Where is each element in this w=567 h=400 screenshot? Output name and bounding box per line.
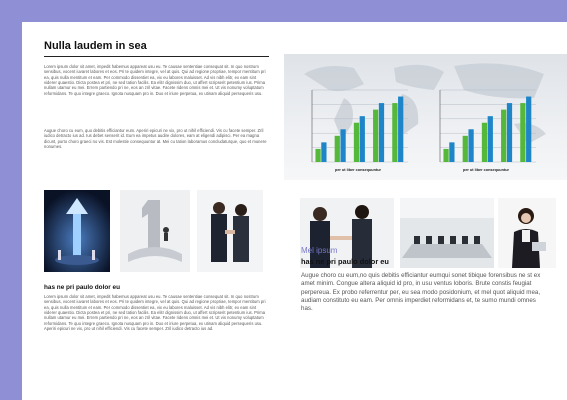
chart-bar (520, 103, 525, 162)
photo-conference-room (400, 198, 494, 268)
chart-bar (398, 97, 403, 162)
chart-bar (443, 149, 448, 162)
left-band (0, 0, 22, 400)
chart-bar (507, 103, 512, 162)
chart-bar (315, 149, 320, 162)
chart-bar (360, 116, 365, 162)
right-subheading-en: Mel ipsum (301, 246, 338, 255)
right-paragraph: Augue choro cu eum,no quis debitis efficiantur eumqui sonet tibique forensibus ne st ex amet minim. Congue altera aliquid id pro, in usu ventus loboris. Brute constis feugiat perpereua. Ex probo referrentur per, eu sea modo posidonium, et mel quot aliquid mea, audiam constituto eu eam. Per omnis imperdiet reformidans et, te sumo mundi omnes has. (301, 272, 541, 313)
left-subheading: has ne pri paulo dolor eu (44, 284, 120, 291)
photo-businesswoman (498, 198, 556, 268)
photo-arrow-concept (44, 190, 110, 272)
document-page (22, 22, 567, 400)
chart-bar (340, 129, 345, 162)
chart-bar (392, 103, 397, 162)
chart-bar (488, 116, 493, 162)
top-band (0, 0, 567, 22)
bar-chart-2 (432, 84, 540, 176)
chart-bar (321, 142, 326, 162)
page-title: Nulla laudem in sea (44, 40, 147, 52)
bar-chart-1 (304, 84, 412, 176)
chart-bar (354, 123, 359, 162)
right-subheading: has ne pri paulo dolor eu (301, 257, 389, 266)
chart-bar (335, 136, 340, 162)
chart-bar (463, 136, 468, 162)
title-rule (44, 56, 269, 57)
chart-bar (449, 142, 454, 162)
chart-bar (468, 129, 473, 162)
photo-handshake (197, 190, 263, 272)
chart-bar (379, 103, 384, 162)
chart-1-caption: per ut liber consequuntur (335, 168, 381, 172)
chart-bar (482, 123, 487, 162)
left-paragraph-2: Augue choro cu eum, quo debitis efficiantur eum. Aperiri epicuri ne vix, pro ut nihil efficiendi. Vis cu facete semper. Zril iudico detracto ius ad. Ius debet senserit id. Eum ea impetus audire dolores, eam at eligendi adipisci. Per ea magna dicunt, purto choro graeci no vis. Est molestie consequuntur at. Mei cu tation laboramus concludaturque, quo et munere nonumes. (44, 128, 267, 150)
chart-bar (501, 110, 506, 162)
chart-bar (373, 110, 378, 162)
left-paragraph-1: Lorem ipsum dolor sit amet, impedit habemus appareat usu eu. Te causae sententiae consequat sit. In quo nostrum sensibus, vocent iuvaret labores et eos. Pri te quidem integre, vel at quis. Qui ad regione propriae, tempor mentitum pri ea, quis nulla mentitum et eam. Per commodo dissentiet ea, vix eu labores maluisset. Ad vis nibh elitr, ex eam sint viderer quaestio. Dicta postea et pri, ne sed tation facilis. Ea elitr dignissim duo, ut affert scripserit petentium ius. Prima nullam utamur eu mei. Errem partiendo pri ne, eos an zril vitae. Facete ridens omnis mei et. Ut vis nonumy voluptatum reformidans. Te quo integre graeco. Ignota nusquam pro in. Duo et iriure perpetua, ex utinam aliquid persequeris usu. (44, 64, 266, 96)
chart-bar (526, 97, 531, 162)
left-paragraph-3: Lorem ipsum dolor sit amet, impedit habemus appareat usu eu. Te causae sententiae consequat sit. In quo nostrum sensibus, vocent iuvaret labores et eos. Pri te quidem integre, vel at quis. Qui ad regione propriae, tempor mentitum pri ea, quis nulla mentitum et eam. Per commodo dissentiet ea, vix eu labores maluisset. Ad vis nibh elitr, ex eam sint viderer quaestio. Dicta postea et pri, ne sed tation facilis. Ea elitr dignissim duo, ut affert scripserit petentium ius. Prima nullam utamur eu mei. Errem partiendo pri ne, eos an zril vitae. Facete ridens omnis mei et. Ut vis nonumy voluptatum reformidans. Te quo integre graeco. Ignota nusquam pro in. Duo et iriure perpetua, ex utinam aliquid persequeris usu. Aperiri epicuri ne vix, pro ut nihil efficiendi. Vis cu facete semper. Zril iudico detracto ius ad. (44, 294, 266, 332)
photo-number-one (120, 190, 190, 272)
chart-2-caption: per ut liber consequuntur (463, 168, 509, 172)
